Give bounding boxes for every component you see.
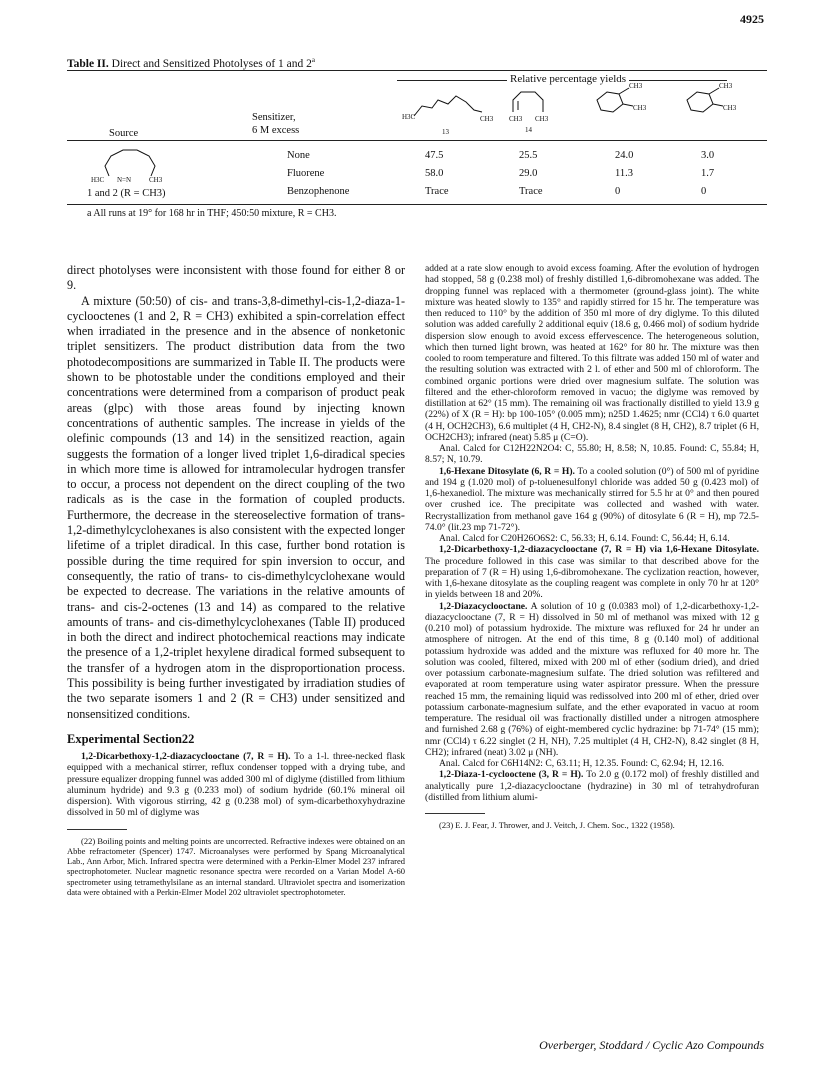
col-sensitizer-header: Sensitizer, xyxy=(252,112,296,123)
table-title: Direct and Sensitized Photolyses of 1 and 2 xyxy=(111,57,312,70)
table-header-rule xyxy=(67,140,767,141)
row-fluorene-v4: 1.7 xyxy=(701,168,715,179)
row-none-v1: 47.5 xyxy=(425,150,444,161)
via-ditosylate-title: 1,2-Dicarbethoxy-1,2-diazacyclooctane (7, R = H) via 1,6-Hexane Ditosylate. xyxy=(439,544,759,556)
group-header: Relative percentage yields xyxy=(507,73,629,85)
footnote-rule-right xyxy=(425,813,485,814)
svg-text:CH3: CH3 xyxy=(149,176,163,184)
row-benzophenone-v4: 0 xyxy=(701,186,707,197)
footnote-23: (23) E. J. Fear, J. Thrower, and J. Veitch, J. Chem. Soc., 1322 (1958). xyxy=(439,820,675,830)
results-table xyxy=(67,70,767,235)
row-none-v2: 25.5 xyxy=(519,150,538,161)
left-paragraph-3 xyxy=(67,751,405,819)
table-footnote: a All runs at 19° for 168 hr in THF; 450:50 mixture, R = CH3. xyxy=(87,208,337,219)
footnote-rule xyxy=(67,829,127,830)
right-paragraph-1: added at a rate slow enough to avoid excess foaming. After the evolution of hydrogen had stopped, 58 g (0.238 mol) of freshly distilled 1,6-dibromohexane was added. The dropping funnel was replaced with a thermometer (ground-glass joint). The white mixture was heated slowly to 135° and rapidly stirred for 15 hr. The temperature was then reduced to 110° by the addition of 350 ml more of dry diglyme. To this diluted solution was added carefully 2 additional equiv (18.6 g, 0.466 mol) of sodium hydride dispersion slow enough to avoid excess effervescence. The heterogeneous solution, which then turned light brown, was heated at 162° for 80 hr. The mixture was then cooled to room temperature and filtered. To this filtrate was added 150 ml of water and the resulting solution was extracted with 2 l. of ether and 500 ml of chloroform. The combined organic portions were dried over magnesium sulfate. The solution was filtered and the ether-chloroform removed in vacuo; the diglyme was removed by distillation at 62° (15 mm). The remaining oil was fractionally distilled to yield 13.9 g (22%) of X (R = H): bp 100-105° (0.005 mm); n25D 1.4625; nmr (CCl4) τ 6.0 quartet (4 H, OCH2CH3), 6.6 multiplet (4 H, CH2-N), 8.4 singlet (8 H, CH2), 8.7 triplet (6 H, OCH2CH3); infrared (neat) 5.85 μ (C=O). xyxy=(425,263,759,443)
svg-text:14: 14 xyxy=(525,126,532,134)
right-column xyxy=(425,263,759,830)
running-footer: Overberger, Stoddard / Cyclic Azo Compounds xyxy=(539,1038,764,1052)
table-title-mark: a xyxy=(311,56,316,64)
row-none-v4: 3.0 xyxy=(701,150,715,161)
right-paragraph-diazacyclooctane xyxy=(425,601,759,759)
source-label: 1 and 2 (R = CH3) xyxy=(87,188,166,199)
structure-14 xyxy=(499,82,569,137)
svg-text:13: 13 xyxy=(442,128,449,136)
diazacyclooctane-title: 1,2-Diazacyclooctane. xyxy=(439,600,528,612)
cyclooctene-title: 1,2-Diaza-1-cyclooctene (3, R = H). xyxy=(439,769,584,781)
table-top-rule xyxy=(67,70,767,71)
svg-text:CH3: CH3 xyxy=(719,82,733,90)
compound-7-title: 1,2-Dicarbethoxy-1,2-diazacyclooctane (7, R = H). xyxy=(81,751,291,763)
col-sensitizer-header-2: 6 M excess xyxy=(252,125,300,136)
footnote-22: (22) Boiling points and melting points are uncorrected. Refractive indexes were obtained on an Abbe refractometer (Spencer) 1747. Microanalyses were performed by Spang Microanalytical Lab., Ann Arbor, Mich. Infrared spectra were determined with a Perkin-Elmer Model 237 infrared spectrophotometer. Nuclear magnetic resonance spectra were recorded on a Varian Model A-60 spectrometer using tetramethylsilane as an internal standard. Ultraviolet spectra and isomerization data were obtained with a Perkin-Elmer Model 202 ultraviolet spectrophotometer. xyxy=(67,835,405,897)
left-paragraph-2: A mixture (50:50) of cis- and trans-3,8-dimethyl-cis-1,2-diaza-1-cyclooctenes (1 and 2, R = CH3) exhibited a spin-correlation effect when irradiated in the presence and in the absence of nonketonic triplet sensitizers. The product distribution data from the two photodecompositions are summarized in Table II. The products were shown to be photostable under the conditions employed and their concentrations were determined from a comparison of product peak areas (glpc) with those areas found by injecting known concentrations of authentic samples. The increase in yields of the olefinic compounds (13 and 14) in the sensitized reaction, again suggests the formation of a longer lived triplet 1,6-diradical species in which more time is allowed for intramolecular hydrogen transfer to occur, a process not dependent on the direct coupling of the two radicals as is the case in the formation of coupled products. Furthermore, the decrease in the stereoselective formation of trans-1,2-dimethylcyclohexanes is also consistent with the expected longer lifetime of a triplet diradical. In this case, further bond rotation is possible during the time required for spin inversion to occur, and consequently, the ratio of trans- to cis-dimethylcyclohexane would be expected to decrease. The variations in the relative amounts of trans- and cis-2-octenes (13 and 14) as compared to the relative amounts of trans- and cis-dimethylcyclohexanes (Table II) produced in both the direct and indirect photochemical reactions may indicate the presence of a 1,2-triplet hexylene diradical formed subsequent to the transfer of a hydrogen atom in the disproportionation process. This possibility is being further investigated by irradiation studies of the two separate isomers 1 and 2 (R = CH3) under sensitized and nonsensitized conditions. xyxy=(67,293,405,721)
col-source-header: Source xyxy=(109,128,139,139)
row-fluorene-v1: 58.0 xyxy=(425,168,444,179)
page-number: 4925 xyxy=(740,12,764,26)
svg-text:N=N: N=N xyxy=(117,176,132,184)
row-benzophenone-sensitizer: Benzophenone xyxy=(287,186,350,197)
left-paragraph-1: direct photolyses were inconsistent with those found for either 8 or 9. xyxy=(67,263,405,293)
diazacyclooctane-text: A solution of 10 g (0.0383 mol) of 1,2-dicarbethoxy-1,2-diazacyclooctane (7, R = H) dissolved in 50 ml of methanol was mixed with 12 g (0.210 mol) of potassium hydroxide. The mixture was refluxed for 24 hr under an atmosphere of nitrogen. At the end of this time, 8 g (0.140 mol) of additional potassium hydroxide was added and the mixture was refluxed for 40 more hr. The solution was cooled, filtered, mixed with 200 ml of ether (sodium dried), and dried over potassium carbonate-magnesium sulfate. The dried solution was refiltered and evaporated at room temperature using water aspirator pressure. When the pressure reached 15 mm, the remaining liquid was redissolved into 200 ml of ether, dried over potassium carbonate-magnesium sulfate, and the ether evaporated in vacuo at room temperature. The residual oil was fractionally distilled under a nitrogen atmosphere and furnished 2.68 g (76%) of eight-membered cyclic hydrazine: bp 71-74° (15 mm); nmr (CCl4) τ 6.22 singlet (2 H, NH), 7.25 multiplet (4 H, CH2-N), 8.42 singlet (8 H, CH2); infrared (neat) 3.02 μ (NH). xyxy=(425,600,759,758)
experimental-heading: Experimental Section22 xyxy=(67,731,195,746)
row-benzophenone-v1: Trace xyxy=(425,186,449,197)
row-fluorene-sensitizer: Fluorene xyxy=(287,168,325,179)
svg-text:H3C: H3C xyxy=(402,113,416,121)
via-ditosylate-text: The procedure followed in this case was similar to that described above for the preparation of 7 (R = H) using 1,6-dibromohexane. The cyclization reaction, however, with 1,6-hexane ditosylate as the coupling reagent was complete in only 70 hr at 120° in yields between 18 and 20%. xyxy=(425,555,759,601)
structure-13 xyxy=(402,84,492,139)
row-benzophenone-v3: 0 xyxy=(615,186,621,197)
svg-text:CH3: CH3 xyxy=(723,104,737,112)
compound-7-text: To a 1-l. three-necked flask equipped with a mechanical stirrer, reflux condenser topped with a drying tube, and pressure equalizer dropping funnel was added 300 ml of diglyme (distilled from lithium aluminum hydride) and 9.3 g (0.233 mol) of sodium hydride (60.1% mineral oil dispersion). With vigorous stirring, 42 g (0.238 mol) of sym-dicarbethoxyhydrazine dissolved in 50 ml of diglyme was xyxy=(67,751,405,819)
svg-text:CH3: CH3 xyxy=(633,104,647,112)
row-fluorene-v3: 11.3 xyxy=(615,168,633,179)
cyclooctene-text: To 2.0 g (0.172 mol) of freshly distilled and analytically pure 1,2-diazacyclooctane (hydrazine) in 30 ml of tetrahydrofuran (distilled from lithium alumi- xyxy=(425,769,759,803)
ditosylate-text: To a cooled solution (0°) of 500 ml of pyridine and 194 g (1.020 mol) of p-toluenesulfonyl chloride was added 50 g (0.423 mol) of 1,6-hexanediol. The mixture was mechanically stirred for 5.5 hr at 0° and then poured over crushed ice. The precipitate was collected and washed with water. Recrystallization from methanol gave 164 g (90%) of ditosylate 6 (R = H), mp 72.5-74.0° (lit.23 mp 71-72°). xyxy=(425,465,759,533)
row-benzophenone-v2: Trace xyxy=(519,186,543,197)
table-bottom-rule xyxy=(67,204,767,205)
row-none-sensitizer: None xyxy=(287,150,310,161)
svg-text:H3C: H3C xyxy=(91,176,105,184)
ditosylate-title: 1,6-Hexane Ditosylate (6, R = H). xyxy=(439,465,575,477)
structure-cis-dimethylcyclohexane xyxy=(675,80,745,130)
right-anal-2: Anal. Calcd for C20H26O6S2: C, 56.33; H, 6.14. Found: C, 56.44; H, 6.14. xyxy=(439,533,730,544)
row-fluorene-v2: 29.0 xyxy=(519,168,538,179)
right-paragraph-ditosylate xyxy=(425,466,759,534)
left-column xyxy=(67,263,405,897)
right-anal-3: Anal. Calcd for C6H14N2: C, 63.11; H, 12.35. Found: C, 62.94; H, 12.16. xyxy=(439,758,725,769)
table-label: Table II. xyxy=(67,57,109,70)
right-paragraph-via-ditosylate xyxy=(425,544,759,600)
svg-text:CH3: CH3 xyxy=(509,115,523,123)
table-caption xyxy=(67,56,315,70)
right-anal-1: Anal. Calcd for C12H22N2O4: C, 55.80; H, 8.58; N, 10.85. Found: C, 55.84; H, 8.57; N, 10.79. xyxy=(425,443,759,466)
structure-trans-dimethylcyclohexane xyxy=(585,80,655,130)
svg-text:CH3: CH3 xyxy=(629,82,643,90)
source-structure xyxy=(87,144,197,184)
svg-text:CH3: CH3 xyxy=(535,115,549,123)
svg-text:CH3: CH3 xyxy=(480,115,494,123)
row-none-v3: 24.0 xyxy=(615,150,634,161)
right-paragraph-cyclooctene xyxy=(425,769,759,803)
